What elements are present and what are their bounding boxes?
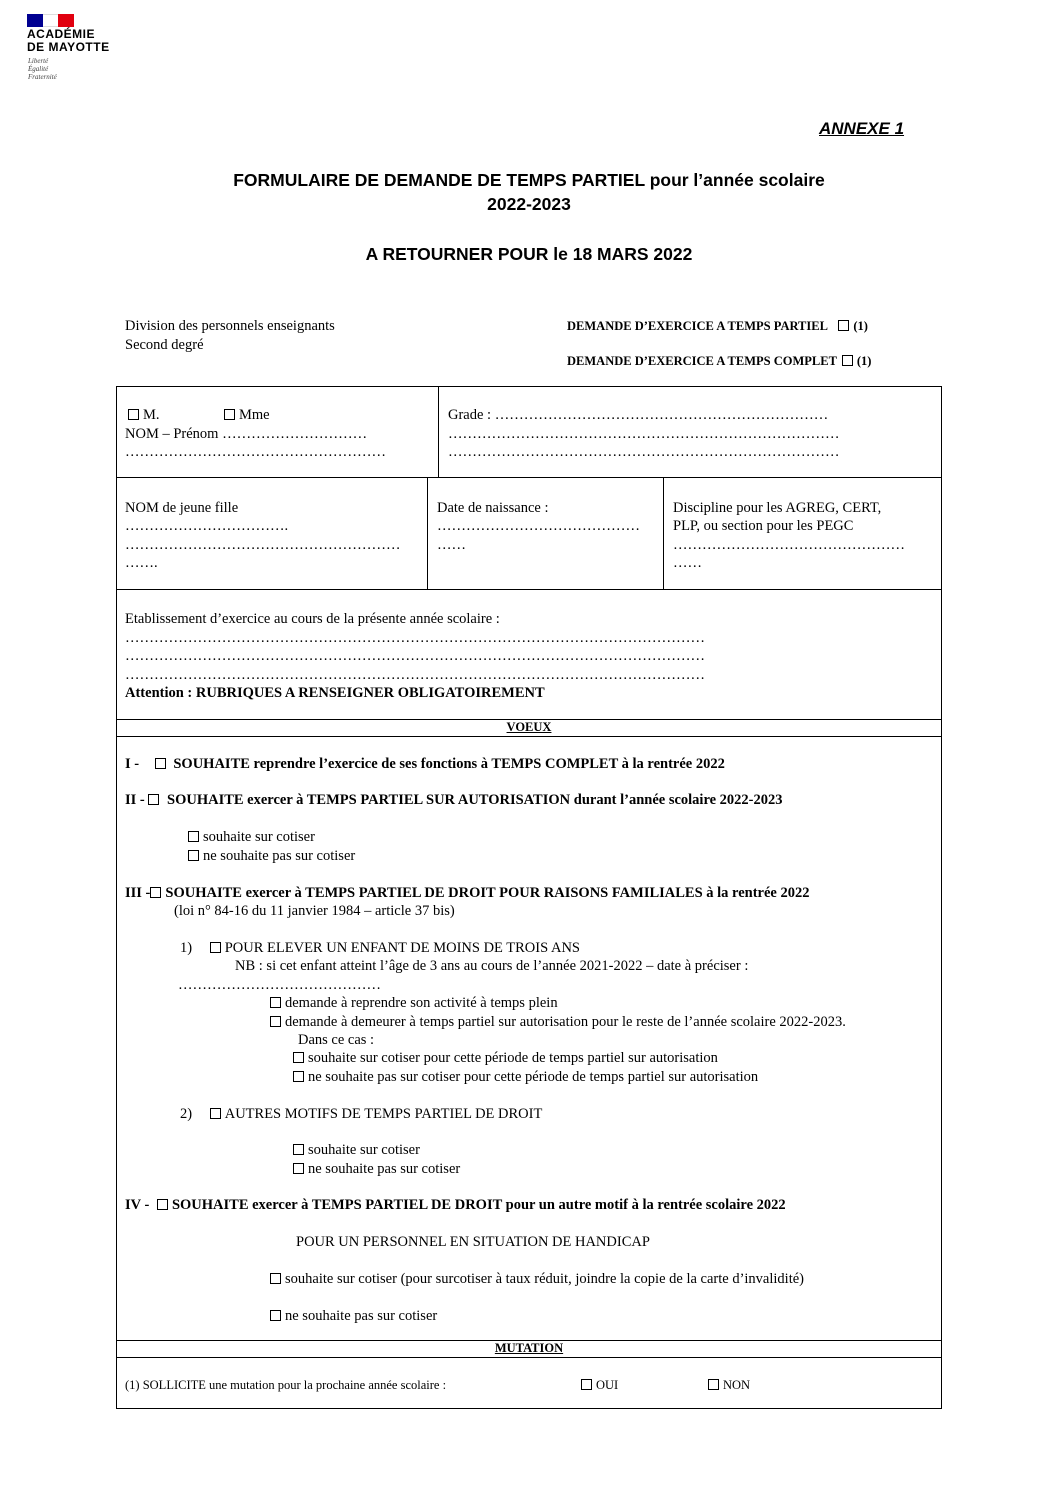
civility-mme-label: Mme (239, 407, 270, 423)
voeu-iii-1-checkbox[interactable] (210, 942, 221, 953)
jeune-fille-label: NOM de jeune fille (125, 500, 239, 516)
voeu-i-checkbox[interactable] (155, 758, 166, 769)
voeu-iii-2-number: 2) (180, 1106, 193, 1122)
mutation-heading: MUTATION (494, 1341, 564, 1355)
voeu-ii-option-2-checkbox[interactable] (188, 850, 199, 861)
mutation-oui-label: OUI (596, 1378, 619, 1392)
naissance-dots-2[interactable]: …… (437, 537, 466, 553)
discipline-dots-1[interactable]: ………………………………………… (673, 537, 905, 553)
voeu-iii-1-text: POUR ELEVER UN ENFANT DE MOINS DE TROIS ANS (224, 940, 580, 956)
naissance-dots-1[interactable]: …………………………………… (437, 518, 640, 534)
voeu-ii-checkbox[interactable] (148, 794, 159, 805)
jeune-fille-dots-2[interactable]: ………………………………………………… (125, 537, 401, 553)
voeu-iii-1-option-2 (270, 1013, 846, 1031)
etablissement-dots-1[interactable]: ………………………………………………………………………………………………………… (125, 630, 705, 646)
voeu-iv-option-1-checkbox[interactable] (270, 1273, 281, 1284)
note-ref-2: (1) (856, 354, 872, 368)
voeu-iii-2-option-1 (293, 1141, 420, 1159)
grade-dots-1[interactable]: ……………………………………………………………………… (448, 426, 840, 442)
demande-partiel-row (567, 317, 868, 335)
discipline-label-1: Discipline pour les AGREG, CERT, (673, 500, 882, 516)
voeu-ii-text: SOUHAITE exercer à TEMPS PARTIEL SUR AUTORISATION durant l’année scolaire 2022-2023 (167, 792, 783, 808)
voeu-iii-1-option-1-label: demande à reprendre son activité à temps plein (285, 995, 558, 1011)
voeu-iii-1-option-1 (270, 994, 558, 1012)
voeu-iv-number: IV - (125, 1197, 150, 1213)
attention-note: Attention : RUBRIQUES A RENSEIGNER OBLIGATOIREMENT (125, 685, 545, 701)
naissance-label: Date de naissance : (437, 500, 549, 516)
annexe-label: ANNEXE 1 (819, 119, 905, 138)
nom-prenom-field[interactable]: NOM – Prénom ………………………… (125, 426, 368, 442)
logo-motto3: Fraternité (28, 73, 57, 81)
voeu-iii-checkbox[interactable] (150, 887, 161, 898)
discipline-label-2: PLP, ou section pour les PEGC (673, 518, 854, 534)
mutation-oui-checkbox[interactable] (581, 1379, 592, 1390)
voeu-ii-option-2 (188, 847, 355, 865)
discipline-dots-2[interactable]: …… (673, 555, 702, 571)
logo-line1: ACADÉMIE (27, 27, 96, 41)
grade-field[interactable]: Grade : …………………………………………………………… (448, 407, 829, 423)
form-title-line1: FORMULAIRE DE DEMANDE DE TEMPS PARTIEL pour l’année scolaire (233, 170, 825, 190)
etablissement-dots-3[interactable]: ………………………………………………………………………………………………………… (125, 667, 705, 683)
voeu-iv-handicap: POUR UN PERSONNEL EN SITUATION DE HANDICAP (296, 1234, 650, 1250)
note-ref-1: (1) (853, 319, 868, 333)
voeu-iii-2-option-2-label: ne souhaite pas sur cotiser (308, 1161, 461, 1177)
voeu-iii-2 (180, 1105, 542, 1123)
etablissement-dots-2[interactable]: ………………………………………………………………………………………………………… (125, 648, 705, 664)
etablissement-label: Etablissement d’exercice au cours de la présente année scolaire : (125, 611, 500, 627)
mutation-oui (581, 1376, 618, 1394)
voeu-iv-option-1 (270, 1270, 804, 1288)
civility-m (128, 406, 160, 424)
mutation-non-label: NON (723, 1378, 751, 1392)
voeu-iii-law: (loi n° 84-16 du 11 janvier 1984 – article 37 bis) (174, 903, 455, 919)
voeu-iii-1-nb: NB : si cet enfant atteint l’âge de 3 ans au cours de l’année 2021-2022 – date à préciser : (235, 958, 749, 974)
voeu-iii-number: III - (125, 885, 151, 901)
voeu-iii-2-option-1-label: souhaite sur cotiser (308, 1142, 420, 1158)
voeu-i-number: I - (125, 756, 140, 772)
mutation-non (708, 1376, 750, 1394)
voeu-iii-1-sub-2-label: ne souhaite pas sur cotiser pour cette période de temps partiel sur autorisation (308, 1069, 759, 1085)
civility-mme (224, 406, 270, 424)
demande-complet-label: DEMANDE D’EXERCICE A TEMPS COMPLET (567, 354, 837, 368)
voeu-ii (125, 791, 783, 809)
voeu-iii-text: SOUHAITE exercer à TEMPS PARTIEL DE DROIT POUR RAISONS FAMILIALES à la rentrée 2022 (165, 885, 810, 901)
voeu-iii-1-option-2-label: demande à demeurer à temps partiel sur autorisation pour le reste de l’année scolaire 2022-2023. (285, 1014, 846, 1030)
jeune-fille-dots-1[interactable]: ……………………………. (125, 518, 289, 534)
voeu-iii-2-checkbox[interactable] (210, 1108, 221, 1119)
grade-dots-2[interactable]: ……………………………………………………………………… (448, 444, 840, 460)
voeu-iii-1-case: Dans ce cas : (298, 1032, 375, 1048)
mutation-text: (1) SOLLICITE une mutation pour la prochaine année scolaire : (125, 1378, 447, 1392)
voeu-iii-2-option-2 (293, 1160, 460, 1178)
voeu-iii-1-sub-2-checkbox[interactable] (293, 1071, 304, 1082)
voeu-iii-1-option-2-checkbox[interactable] (270, 1016, 281, 1027)
deadline-title: A RETOURNER POUR le 18 MARS 2022 (365, 244, 693, 264)
voeu-iii-1-date-dots[interactable]: …………………………………… (178, 977, 381, 993)
demande-complet-row (567, 352, 871, 370)
form-title-line2: 2022-2023 (487, 194, 571, 214)
voeu-iv (125, 1196, 786, 1214)
logo-motto2: Égalité (28, 65, 49, 73)
voeu-iii-2-option-2-checkbox[interactable] (293, 1163, 304, 1174)
voeu-iv-option-1-label: souhaite sur cotiser (pour surcotiser à taux réduit, joindre la copie de la carte d’invalidité) (285, 1271, 804, 1287)
voeu-iii-1-option-1-checkbox[interactable] (270, 997, 281, 1008)
voeu-i (125, 755, 725, 773)
voeu-iii-1-sub-1-label: souhaite sur cotiser pour cette période de temps partiel sur autorisation (308, 1050, 718, 1066)
demande-complet-checkbox[interactable] (842, 355, 853, 366)
logo-line2: DE MAYOTTE (27, 40, 110, 54)
voeux-heading: VOEUX (506, 720, 552, 734)
mutation-non-checkbox[interactable] (708, 1379, 719, 1390)
demande-partiel-label: DEMANDE D’EXERCICE A TEMPS PARTIEL (567, 319, 828, 333)
logo-motto1: Liberté (28, 57, 49, 65)
voeu-iv-text: SOUHAITE exercer à TEMPS PARTIEL DE DROIT pour un autre motif à la rentrée scolaire 2022 (171, 1197, 786, 1213)
voeu-ii-option-1 (188, 828, 315, 846)
voeu-iii-2-text: AUTRES MOTIFS DE TEMPS PARTIEL DE DROIT (224, 1106, 543, 1122)
voeu-iv-option-2-checkbox[interactable] (270, 1310, 281, 1321)
degree-label: Second degré (125, 337, 204, 353)
voeu-iii-2-option-1-checkbox[interactable] (293, 1144, 304, 1155)
civility-m-checkbox[interactable] (128, 409, 139, 420)
voeu-iii-1-sub-1-checkbox[interactable] (293, 1052, 304, 1063)
voeu-iv-checkbox[interactable] (157, 1199, 168, 1210)
voeu-iii-1 (180, 939, 580, 957)
voeu-ii-option-1-checkbox[interactable] (188, 831, 199, 842)
voeu-ii-option-2-label: ne souhaite pas sur cotiser (203, 848, 356, 864)
flag-icon (27, 14, 74, 27)
civility-m-label: M. (143, 407, 160, 423)
voeu-iv-option-2 (270, 1307, 437, 1325)
jeune-fille-dots-3[interactable]: ……. (125, 555, 158, 571)
voeu-ii-option-1-label: souhaite sur cotiser (203, 829, 315, 845)
voeu-iii (125, 884, 810, 902)
voeu-iii-1-sub-1 (293, 1049, 718, 1067)
voeu-ii-number: II - (125, 792, 145, 808)
form-title (0, 168, 1058, 216)
demande-partiel-checkbox[interactable] (838, 320, 849, 331)
division-label: Division des personnels enseignants (125, 318, 335, 334)
voeu-iii-1-sub-2 (293, 1068, 758, 1086)
civility-mme-checkbox[interactable] (224, 409, 235, 420)
voeu-iv-option-2-label: ne souhaite pas sur cotiser (285, 1308, 438, 1324)
voeu-iii-1-number: 1) (180, 940, 193, 956)
nom-prenom-dots[interactable]: ……………………………………………… (125, 444, 386, 460)
voeu-i-text: SOUHAITE reprendre l’exercice de ses fonctions à TEMPS COMPLET à la rentrée 2022 (173, 756, 725, 772)
